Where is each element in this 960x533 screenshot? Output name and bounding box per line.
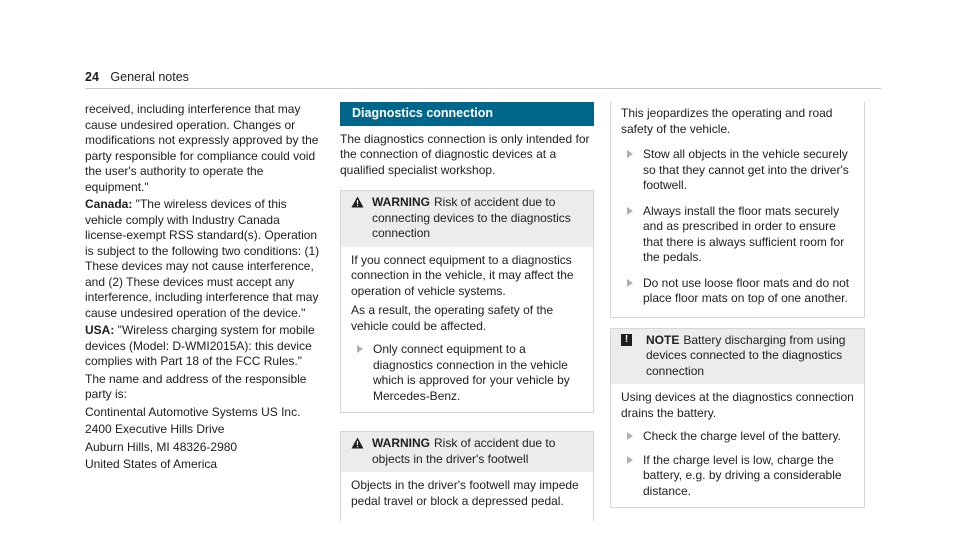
bullet-arrow-icon	[627, 207, 633, 215]
warning-paragraph: As a result, the operating safety of the vehicle could be affected.	[351, 303, 554, 333]
warning-box-footwell-continued	[610, 102, 865, 318]
paragraph-diagnostics-intro: The diagnostics connection is only intended for the connection of diagnostic devices at a qualified specialist workshop.	[340, 131, 590, 177]
warning-triangle-icon	[351, 196, 364, 213]
notice-paragraph: Using devices at the diagnostics connection drains the battery.	[621, 390, 854, 420]
warning-paragraph: This jeopardizes the operating and road safety of the vehicle.	[621, 106, 833, 136]
warning-header	[341, 191, 593, 247]
notice-body	[611, 384, 864, 507]
address-line: Continental Automotive Systems US Inc.	[85, 404, 301, 419]
address-line: United States of America	[85, 457, 218, 471]
usa-label: USA:	[85, 323, 115, 337]
section-title-diagnostics: Diagnostics connection	[340, 102, 594, 126]
header-rule	[85, 88, 881, 89]
page-header	[85, 70, 189, 84]
exclamation-notice-icon: !	[621, 334, 632, 346]
canada-text: "The wireless devices of this vehicle comply with Industry Canada license-exempt RSS standard(s). Operation is subject to the following two conditions: (1) These devices may not cause interference, and (2) These devices must accept any interference, including interference that may cause undesired operation of the device."	[85, 197, 320, 320]
bullet-arrow-icon	[627, 456, 633, 464]
instruction-item	[351, 342, 585, 404]
notice-header	[611, 329, 864, 385]
bullet-arrow-icon	[627, 279, 633, 287]
warning-body	[341, 472, 593, 521]
address-line: 2400 Executive Hills Drive	[85, 422, 225, 436]
page-number: 24	[85, 70, 99, 84]
page-header-title: General notes	[110, 70, 189, 84]
instruction-item	[621, 276, 856, 307]
warning-box-connecting-devices	[340, 190, 594, 413]
instruction-item	[621, 453, 856, 500]
instruction-item	[621, 429, 856, 445]
instruction-text: Stow all objects in the vehicle securely so that they cannot get into the driver's footwell.	[643, 147, 849, 192]
notice-heading	[646, 333, 856, 380]
warning-keyword: WARNING	[372, 436, 430, 450]
instruction-item	[621, 204, 856, 266]
paragraph-usa	[85, 323, 321, 370]
column-right	[610, 102, 865, 508]
warning-heading	[372, 195, 585, 242]
warning-heading-text: Risk of accident due to objects in the driver's footwell	[372, 436, 556, 466]
warning-triangle-icon	[351, 437, 364, 454]
bullet-arrow-icon	[357, 345, 363, 353]
instruction-text: Always install the floor mats securely and as prescribed in order to ensure that there is always sufficient room for the pedals.	[643, 203, 845, 264]
warning-heading	[372, 436, 585, 467]
instruction-text: If the charge level is low, charge the battery, e.g. by driving a considerable distance.	[643, 452, 842, 498]
notice-box-battery	[610, 328, 865, 509]
notice-keyword: NOTE	[646, 332, 680, 347]
warning-header	[341, 432, 593, 472]
paragraph-fcc-continued: received, including interference that may cause undesired operation. Changes or modifications not expressly approved by the party responsible for compliance could void the user's authority to operate the equipment."	[85, 102, 319, 194]
instruction-text: Check the charge level of the battery.	[643, 429, 841, 443]
warning-paragraph: If you connect equipment to a diagnostics connection in the vehicle, it may affect the operation of vehicle systems.	[351, 252, 574, 298]
canada-label: Canada:	[85, 197, 133, 211]
notice-heading-text: Battery discharging from using devices connected to the diagnostics connection	[646, 332, 846, 378]
warning-paragraph: Objects in the driver's footwell may impede pedal travel or block a depressed pedal.	[351, 478, 579, 508]
column-middle	[340, 102, 594, 521]
usa-text: "Wireless charging system for mobile devices (Model: D-WMI2015A): this device complies with Part 18 of the FCC Rules."	[85, 323, 315, 368]
warning-box-footwell	[340, 431, 594, 521]
warning-keyword: WARNING	[372, 195, 430, 209]
address-line: Auburn Hills, MI 48326-2980	[85, 439, 238, 454]
column-left	[85, 102, 321, 475]
instruction-text: Only connect equipment to a diagnostics connection in the vehicle which is approved for your vehicle by Mercedes-Benz.	[373, 342, 570, 403]
paragraph-canada	[85, 197, 321, 321]
paragraph-responsible-party: The name and address of the responsible party is:	[85, 371, 307, 401]
instruction-text: Do not use loose floor mats and do not place floor mats on top of one another.	[643, 275, 850, 305]
bullet-arrow-icon	[627, 432, 633, 440]
instruction-item	[621, 147, 856, 194]
warning-body	[341, 247, 593, 413]
bullet-arrow-icon	[627, 150, 633, 158]
warning-heading-text: Risk of accident due to connecting devices to the diagnostics connection	[372, 195, 571, 240]
